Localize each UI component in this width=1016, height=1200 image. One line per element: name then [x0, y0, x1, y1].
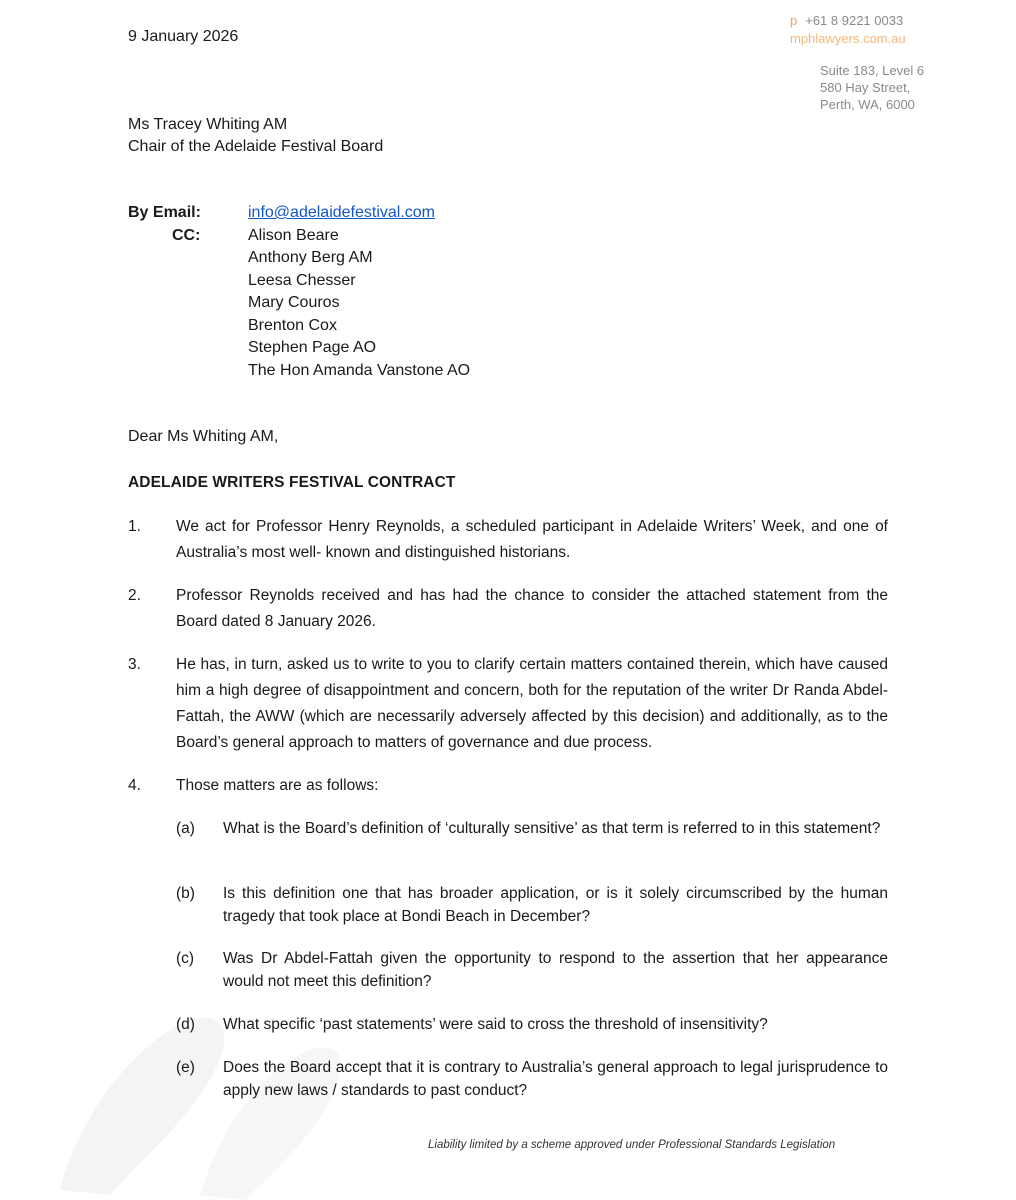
- subitem-label: (d): [176, 1016, 195, 1033]
- paragraph-3: [128, 652, 888, 756]
- cc-recipient: Anthony Berg AM: [248, 249, 373, 266]
- cc-list: [248, 225, 470, 383]
- liability-footer: Liability limited by a scheme approved under Professional Standards Legislation: [428, 1139, 836, 1151]
- letterhead-address-line: Suite 183, Level 6: [820, 63, 925, 78]
- letterhead-address-line: Perth, WA, 6000: [820, 97, 915, 112]
- subitem-text: What is the Board’s definition of ‘culturally sensitive’ as that term is referred to in this statement?: [223, 820, 881, 837]
- paragraph-number: 1.: [128, 518, 141, 535]
- paragraph-text: We act for Professor Henry Reynolds, a scheduled participant in Adelaide Writers’ Week, and one of Australia’s most well- known and distinguished historians.: [176, 518, 888, 561]
- cc-label: CC:: [172, 226, 201, 244]
- paragraph-text: Those matters are as follows:: [176, 777, 379, 794]
- cc-recipient: The Hon Amanda Vanstone AO: [248, 361, 471, 379]
- letterhead: [790, 12, 990, 113]
- recipient-block: [128, 114, 383, 158]
- paragraph-text: He has, in turn, asked us to write to you to clarify certain matters contained therein, which have caused him a high degree of disappointment and concern, both for the reputation of the writer Dr Randa Abdel-Fattah, the AWW (which are necessarily adversely affected by this decision) and additionally, as to the Board’s general approach to matters of governance and due process.: [176, 656, 888, 751]
- subitem-label: (c): [176, 950, 195, 967]
- subitem-b: [176, 883, 888, 928]
- subitem-label: (b): [176, 885, 195, 902]
- recipient-title: Chair of the Adelaide Festival Board: [128, 138, 384, 155]
- cc-recipient: Mary Couros: [248, 294, 340, 311]
- letterhead-phone: [790, 12, 990, 30]
- subitem-c: [176, 948, 888, 993]
- subitem-label: (e): [176, 1059, 195, 1076]
- letterhead-address-line: 580 Hay Street,: [820, 80, 911, 95]
- paragraph-number: 2.: [128, 587, 141, 604]
- paragraph-number: 4.: [128, 777, 141, 794]
- subitem-text: Was Dr Abdel-Fattah given the opportunity to respond to the assertion that her appearance would not meet this definition?: [223, 950, 888, 990]
- cc-recipient: Stephen Page AO: [248, 339, 377, 356]
- subitem-e: [176, 1057, 888, 1102]
- paragraph-number: 3.: [128, 656, 141, 673]
- salutation: Dear Ms Whiting AM,: [128, 428, 279, 445]
- letter-heading: ADELAIDE WRITERS FESTIVAL CONTRACT: [128, 474, 456, 491]
- letterhead-phone-number: +61 8 9221 0033: [805, 13, 904, 28]
- subitem-a: [176, 818, 888, 841]
- letterhead-website: mphlawyers.com.au: [790, 31, 906, 46]
- paragraph-4: [128, 773, 888, 799]
- cc-recipient: Leesa Chesser: [248, 271, 356, 289]
- letter-date: 9 January 2026: [128, 28, 239, 45]
- paragraph-2: [128, 583, 888, 635]
- subitem-d: [176, 1014, 888, 1037]
- delivery-block: [128, 202, 470, 382]
- cc-recipient: Alison Beare: [248, 226, 339, 244]
- letterhead-phone-prefix: p: [790, 13, 798, 28]
- paragraph-text: Professor Reynolds received and has had the chance to consider the attached statement from the Board dated 8 January 2026.: [176, 587, 888, 630]
- subitem-text: Is this definition one that has broader application, or is it solely circumscribed by the human tragedy that took place at Bondi Beach in December?: [223, 885, 888, 925]
- subitem-text: What specific ‘past statements’ were said to cross the threshold of insensitivity?: [223, 1016, 768, 1033]
- subitem-label: (a): [176, 820, 195, 837]
- paragraph-1: [128, 514, 888, 566]
- email-link[interactable]: info@adelaidefestival.com: [248, 204, 436, 221]
- recipient-name: Ms Tracey Whiting AM: [128, 116, 288, 133]
- letterhead-address: [790, 62, 990, 113]
- cc-recipient: Brenton Cox: [248, 316, 337, 334]
- subitem-text: Does the Board accept that it is contrary to Australia’s general approach to legal jurisprudence to apply new laws / standards to past conduct?: [223, 1059, 888, 1099]
- by-email-label: By Email:: [128, 204, 201, 221]
